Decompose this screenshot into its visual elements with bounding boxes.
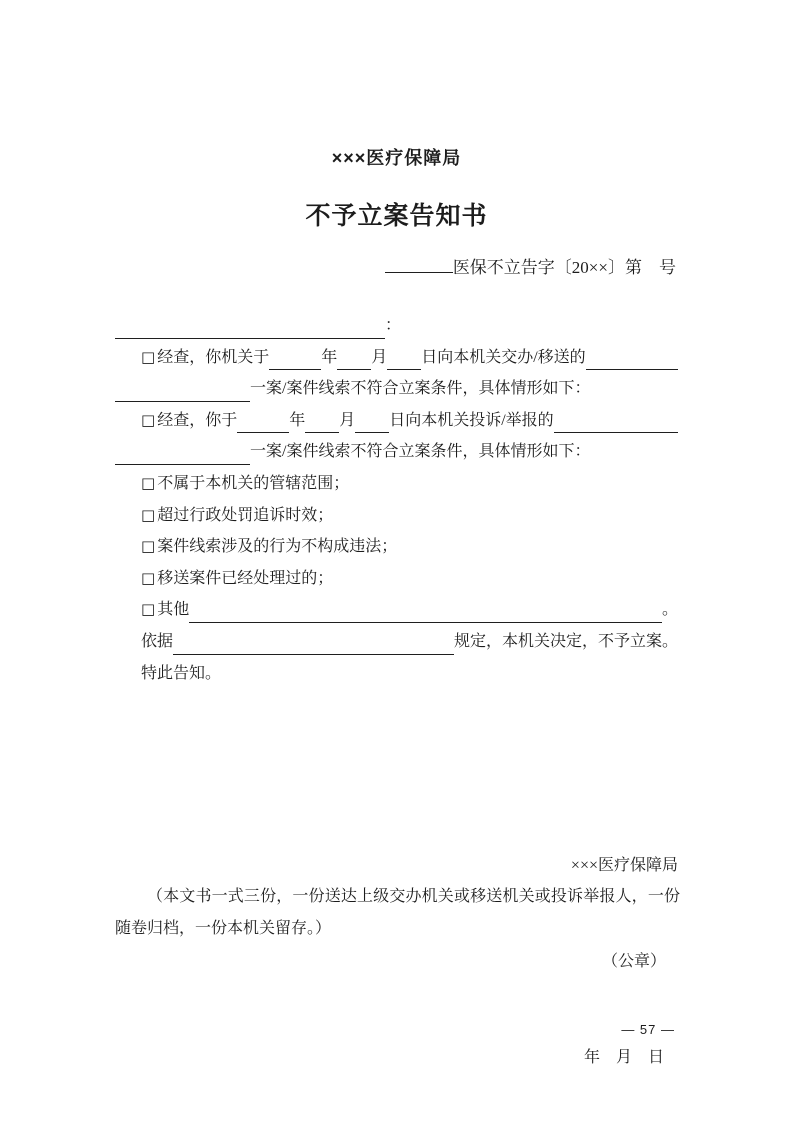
clause-agency-wrap-text: 一案/案件线索不符合立案条件，具体情形如下： (250, 380, 591, 398)
clause-agency-wrap-line (115, 375, 678, 407)
document-number-label: 医保不立告字〔20××〕第 号 (452, 258, 676, 277)
document-body (115, 312, 678, 691)
clause-informant-lead: 经查，你于 (157, 411, 238, 429)
salutation-line (115, 312, 678, 344)
legal-basis-line (115, 628, 678, 660)
reason-item (115, 470, 678, 502)
blank-case-name[interactable] (586, 353, 678, 370)
checkbox-icon[interactable]: □ (141, 505, 156, 524)
blank-addressee[interactable] (115, 322, 385, 339)
reason-item (115, 502, 678, 534)
blank-doc-no-prefix[interactable] (385, 256, 453, 273)
signature-date-line: 年 月 日 (583, 1049, 664, 1066)
page-number: — 57 — (621, 1022, 675, 1037)
blank-year[interactable] (269, 353, 321, 370)
year-label: 年 (321, 348, 338, 366)
issuing-authority-heading: ×××医疗保障局 (331, 148, 462, 168)
clause-informant-wrap-text: 一案/案件线索不符合立案条件，具体情形如下： (250, 443, 591, 461)
blank-case-name-continued[interactable] (115, 385, 250, 402)
clause-agency-line (115, 344, 678, 376)
basis-tail: 规定，本机关决定，不予立案。 (453, 632, 678, 650)
basis-lead: 依据 (141, 632, 174, 650)
reason-label: 移送案件已经处理过的； (157, 569, 334, 587)
distribution-note: （本文书一式三份，一份送达上级交办机关或移送机关或投诉举报人，一份随卷归档，一份本机关留存。） (115, 888, 680, 937)
blank-year[interactable] (237, 416, 289, 433)
blank-day[interactable] (355, 416, 389, 433)
checkbox-icon[interactable]: □ (141, 410, 156, 429)
checkbox-icon[interactable]: □ (141, 537, 156, 556)
reason-label: 案件线索涉及的行为不构成违法； (157, 538, 398, 556)
blank-case-name[interactable] (554, 416, 678, 433)
closing-text: 特此告知。 (141, 664, 222, 682)
signature-org-name: ×××医疗保障局 (570, 857, 678, 874)
blank-month[interactable] (305, 416, 339, 433)
reason-label: 不属于本机关的管辖范围； (157, 474, 350, 492)
blank-month[interactable] (337, 353, 371, 370)
document-title: 不予立案告知书 (305, 202, 488, 230)
clause-agency-lead: 经查，你机关于 (157, 348, 270, 366)
month-label: 月 (371, 348, 388, 366)
closing-line (115, 660, 678, 692)
document-number-line (115, 256, 676, 280)
month-label: 月 (339, 411, 356, 429)
checkbox-icon[interactable]: □ (141, 568, 156, 587)
signature-block (115, 786, 678, 1122)
day-label: 日向本机关投诉/举报的 (389, 411, 554, 429)
checkbox-icon[interactable]: □ (141, 347, 156, 366)
blank-case-name-continued[interactable] (115, 448, 250, 465)
clause-informant-line (115, 407, 678, 439)
checkbox-icon[interactable]: □ (141, 473, 156, 492)
blank-other-reason[interactable] (189, 606, 662, 623)
blank-legal-basis[interactable] (173, 638, 454, 655)
reason-label: 超过行政处罚追诉时效； (157, 506, 334, 524)
official-seal-placeholder: （公章） (601, 953, 666, 970)
reason-other-line (115, 596, 678, 628)
clause-informant-wrap-line (115, 438, 678, 470)
salutation-colon: ： (385, 317, 402, 334)
other-period: 。 (661, 601, 678, 619)
reason-item (115, 533, 678, 565)
year-label: 年 (289, 411, 306, 429)
reason-item (115, 565, 678, 597)
other-label: 其他 (157, 601, 190, 619)
checkbox-icon[interactable]: □ (141, 600, 156, 619)
blank-day[interactable] (387, 353, 421, 370)
day-label: 日向本机关交办/移送的 (421, 348, 586, 366)
